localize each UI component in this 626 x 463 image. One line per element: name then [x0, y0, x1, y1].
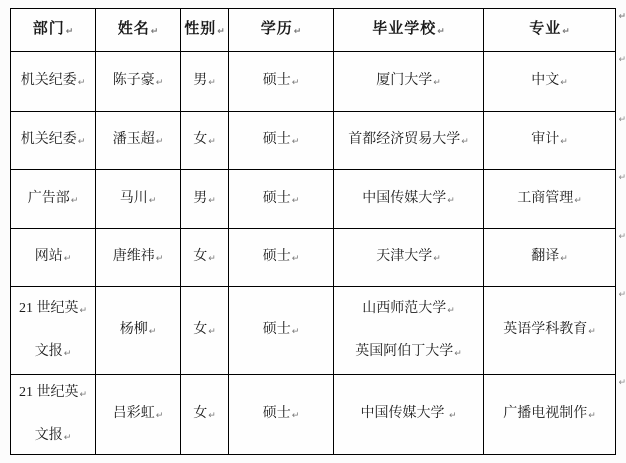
cell-text: 杨柳 [119, 322, 148, 337]
paragraph-mark-icon: ↵ [291, 78, 300, 88]
table-cell [96, 112, 181, 170]
cell-line [113, 72, 164, 91]
column-header [334, 9, 484, 52]
cell-line [263, 321, 300, 340]
paragraph-mark-icon: ↵ [155, 78, 164, 88]
paragraph-mark-icon: ↵ [461, 137, 469, 147]
cell-line [193, 131, 216, 150]
cell-line [35, 343, 72, 362]
cell-text: 硕士 [262, 73, 291, 88]
paragraph-mark-icon: ↵ [448, 411, 457, 421]
table-cell [229, 112, 334, 170]
table-row [11, 229, 616, 287]
table-cell [484, 170, 626, 229]
cell-text: 马川 [119, 190, 148, 206]
table-row [11, 52, 616, 112]
table-cell [334, 229, 484, 287]
table-cell [229, 170, 334, 229]
cell-text: 女 [193, 406, 208, 421]
table-row [11, 112, 616, 170]
cell-line [348, 131, 469, 150]
cell-text: 文报 [34, 427, 63, 443]
column-header [11, 9, 96, 52]
cell-text: 硕士 [262, 322, 291, 337]
paragraph-mark-icon: ↵ [560, 78, 568, 88]
cell-line [362, 190, 455, 209]
table-cell [334, 52, 484, 112]
cell-line [531, 131, 568, 150]
cell-content [11, 190, 95, 209]
header-line [529, 20, 570, 40]
cell-line [503, 321, 596, 340]
table-cell [484, 287, 626, 375]
paragraph-mark-icon: ↵ [70, 195, 79, 206]
cell-line [35, 427, 72, 446]
paragraph-mark-icon: ↵ [447, 305, 455, 316]
cell-line [360, 405, 456, 424]
paragraph-mark-icon: ↵ [588, 327, 596, 337]
table-cell [181, 287, 229, 375]
table-cell [484, 229, 626, 287]
paragraph-mark-icon: ↵ [65, 27, 74, 37]
paragraph-mark-icon: ↵ [291, 254, 300, 264]
cell-line [113, 131, 164, 150]
cell-line [120, 190, 157, 209]
header-cell-content [181, 20, 228, 40]
cell-content [181, 72, 228, 91]
paragraph-mark-icon: ↵ [79, 305, 88, 316]
cell-text: 天津大学 [376, 249, 433, 264]
cell-line [35, 248, 72, 267]
cell-content [484, 131, 615, 150]
cell-text: 男 [193, 190, 208, 206]
column-header [484, 9, 626, 52]
table-cell [229, 287, 334, 375]
header-cell-content [96, 20, 180, 40]
cell-text: 女 [193, 249, 208, 264]
table-cell [334, 170, 484, 229]
cell-text: 21 世纪英 [18, 300, 79, 316]
table-row [11, 287, 616, 375]
cell-line [362, 300, 455, 319]
cell-content [11, 131, 95, 150]
paragraph-mark-icon: ↵ [560, 137, 568, 147]
table-cell [11, 112, 96, 170]
table-header-row [11, 9, 616, 52]
cell-line [120, 321, 157, 340]
cell-line [376, 72, 441, 91]
cell-line [193, 190, 216, 209]
cell-line [263, 405, 300, 424]
paragraph-mark-icon: ↵ [588, 411, 596, 421]
cell-line [19, 300, 87, 319]
paragraph-mark-icon: ↵ [150, 27, 159, 37]
table-cell [229, 375, 334, 455]
paragraph-mark-icon: ↵ [148, 195, 157, 206]
cell-content [181, 248, 228, 267]
cell-text: 英国阿伯丁大学 [355, 343, 454, 359]
paragraph-mark-icon: ↵ [291, 137, 300, 147]
table-cell [96, 375, 181, 455]
table-cell [181, 52, 229, 112]
table-cell [96, 52, 181, 112]
table-cell [334, 375, 484, 455]
paragraph-mark-icon: ↵ [77, 137, 86, 147]
paragraph-mark-icon: ↵ [208, 78, 216, 88]
paragraph-mark-icon: ↵ [79, 389, 88, 400]
cell-text: 翻译 [531, 249, 560, 264]
cell-content [484, 190, 615, 209]
cell-content [96, 321, 180, 340]
column-header-label: 专业 [529, 21, 562, 37]
table-cell [334, 112, 484, 170]
cell-text: 英语学科教育 [503, 322, 588, 337]
paragraph-mark-icon: ↵ [437, 27, 445, 37]
row-end-mark-icon: ↵ [618, 55, 626, 65]
table-cell [181, 229, 229, 287]
table-row [11, 170, 616, 229]
cell-text: 21 世纪英 [18, 384, 79, 400]
cell-content [96, 72, 180, 91]
table-cell [484, 52, 626, 112]
cell-content [334, 72, 483, 91]
cell-content [334, 405, 483, 424]
table-cell [484, 112, 626, 170]
table-cell [96, 170, 181, 229]
cell-text: 潘玉超 [112, 132, 155, 147]
cell-content [181, 405, 228, 424]
cell-content [11, 300, 95, 362]
paragraph-mark-icon: ↵ [291, 327, 300, 337]
cell-content [484, 72, 615, 91]
cell-content [229, 248, 333, 267]
paragraph-mark-icon: ↵ [562, 27, 570, 37]
cell-text: 网站 [34, 249, 63, 264]
table-cell [334, 287, 484, 375]
column-header [229, 9, 334, 52]
paragraph-mark-icon: ↵ [433, 254, 441, 264]
header-line [184, 20, 225, 40]
paragraph-mark-icon: ↵ [560, 254, 568, 264]
cell-content [229, 190, 333, 209]
paragraph-mark-icon: ↵ [155, 411, 164, 421]
table-cell [96, 229, 181, 287]
cell-content [96, 405, 180, 424]
cell-line [193, 248, 216, 267]
paragraph-mark-icon: ↵ [208, 137, 216, 147]
cell-content [229, 321, 333, 340]
cell-line [263, 190, 300, 209]
cell-content [181, 321, 228, 340]
header-cell-content [334, 20, 483, 40]
cell-content [334, 248, 483, 267]
cell-text: 文报 [34, 343, 63, 359]
cell-line [113, 405, 164, 424]
column-header-label: 学历 [260, 21, 293, 37]
paragraph-mark-icon: ↵ [433, 78, 441, 88]
cell-line [19, 384, 87, 403]
column-header-label: 姓名 [117, 21, 150, 37]
cell-text: 广播电视制作 [503, 406, 588, 421]
paragraph-mark-icon: ↵ [63, 432, 72, 443]
cell-text: 厦门大学 [376, 73, 433, 88]
table-cell [181, 170, 229, 229]
cell-content [96, 190, 180, 209]
cell-text: 广告部 [27, 190, 70, 206]
cell-content [334, 131, 483, 150]
cell-text: 硕士 [262, 190, 291, 206]
cell-content [11, 248, 95, 267]
row-end-mark-icon: ↵ [618, 115, 626, 125]
column-header-label: 部门 [32, 21, 65, 37]
cell-line [263, 72, 300, 91]
cell-text: 女 [193, 322, 208, 337]
row-end-mark-icon: ↵ [618, 378, 626, 388]
cell-line [503, 405, 596, 424]
cell-line [376, 248, 441, 267]
cell-line [21, 131, 86, 150]
table-row [11, 375, 616, 455]
paragraph-mark-icon: ↵ [148, 327, 157, 337]
cell-text: 吕彩虹 [112, 406, 155, 421]
row-end-mark-icon: ↵ [618, 173, 626, 183]
personnel-table [10, 8, 626, 455]
cell-text: 唐维祎 [112, 249, 155, 264]
paragraph-mark-icon: ↵ [291, 411, 300, 421]
cell-text: 女 [193, 132, 208, 147]
paragraph-mark-icon: ↵ [447, 195, 455, 206]
cell-text: 工商管理 [517, 190, 574, 206]
cell-content [96, 248, 180, 267]
cell-content [229, 72, 333, 91]
paragraph-mark-icon: ↵ [63, 254, 72, 264]
cell-line [263, 131, 300, 150]
cell-line [193, 321, 216, 340]
paragraph-mark-icon: ↵ [63, 348, 72, 359]
cell-line [113, 248, 164, 267]
table-header [11, 9, 626, 52]
cell-text: 硕士 [262, 132, 291, 147]
cell-content [96, 131, 180, 150]
cell-line [517, 190, 582, 209]
table-cell [181, 375, 229, 455]
cell-content [181, 190, 228, 209]
cell-content [11, 384, 95, 446]
row-end-mark-icon: ↵ [618, 232, 626, 242]
table-cell [96, 287, 181, 375]
header-line [372, 20, 445, 40]
cell-content [334, 300, 483, 362]
cell-line [531, 72, 568, 91]
column-header-label: 性别 [184, 21, 217, 37]
header-cell-content [484, 20, 615, 40]
column-header [96, 9, 181, 52]
cell-content [181, 131, 228, 150]
cell-text: 审计 [531, 132, 560, 147]
row-end-mark-icon: ↵ [618, 290, 626, 300]
paragraph-mark-icon: ↵ [208, 411, 216, 421]
paragraph-mark-icon: ↵ [454, 348, 462, 359]
table-cell [11, 287, 96, 375]
header-cell-content [11, 20, 95, 40]
table-cell [229, 229, 334, 287]
table-cell [11, 52, 96, 112]
cell-content [229, 131, 333, 150]
cell-text: 硕士 [262, 249, 291, 264]
cell-text: 机关纪委 [20, 132, 77, 147]
cell-text: 中国传媒大学 [362, 190, 447, 206]
column-header [181, 9, 229, 52]
header-line [118, 20, 159, 40]
column-header-label: 毕业学校 [372, 21, 437, 37]
header-line [33, 20, 74, 40]
cell-text: 中文 [531, 73, 560, 88]
cell-content [484, 248, 615, 267]
table-cell [181, 112, 229, 170]
cell-content [229, 405, 333, 424]
paragraph-mark-icon: ↵ [217, 27, 225, 37]
paragraph-mark-icon: ↵ [77, 78, 86, 88]
cell-line [21, 72, 86, 91]
table-cell [11, 170, 96, 229]
cell-line [531, 248, 568, 267]
table-cell [484, 375, 626, 455]
paragraph-mark-icon: ↵ [208, 195, 216, 206]
header-line [261, 20, 302, 40]
table-cell [229, 52, 334, 112]
paragraph-mark-icon: ↵ [574, 195, 582, 206]
paragraph-mark-icon: ↵ [291, 195, 300, 206]
row-end-mark-icon: ↵ [618, 12, 626, 22]
cell-text: 硕士 [262, 406, 291, 421]
cell-line [193, 72, 216, 91]
cell-text: 陈子豪 [112, 73, 155, 88]
paragraph-mark-icon: ↵ [293, 27, 302, 37]
cell-text: 山西师范大学 [362, 300, 447, 316]
cell-content [484, 321, 615, 340]
cell-text: 首都经济贸易大学 [348, 132, 461, 147]
cell-text: 中国传媒大学 [360, 406, 448, 421]
paragraph-mark-icon: ↵ [155, 254, 164, 264]
cell-content [11, 72, 95, 91]
table-body [11, 52, 626, 455]
paragraph-mark-icon: ↵ [155, 137, 164, 147]
cell-text: 机关纪委 [20, 73, 77, 88]
header-cell-content [229, 20, 333, 40]
table-cell [11, 229, 96, 287]
table-cell [11, 375, 96, 455]
cell-line [355, 343, 462, 362]
cell-line [263, 248, 300, 267]
paragraph-mark-icon: ↵ [208, 327, 216, 337]
paragraph-mark-icon: ↵ [208, 254, 216, 264]
cell-content [334, 190, 483, 209]
cell-line [28, 190, 79, 209]
cell-text: 男 [193, 73, 208, 88]
cell-line [193, 405, 216, 424]
cell-content [484, 405, 615, 424]
